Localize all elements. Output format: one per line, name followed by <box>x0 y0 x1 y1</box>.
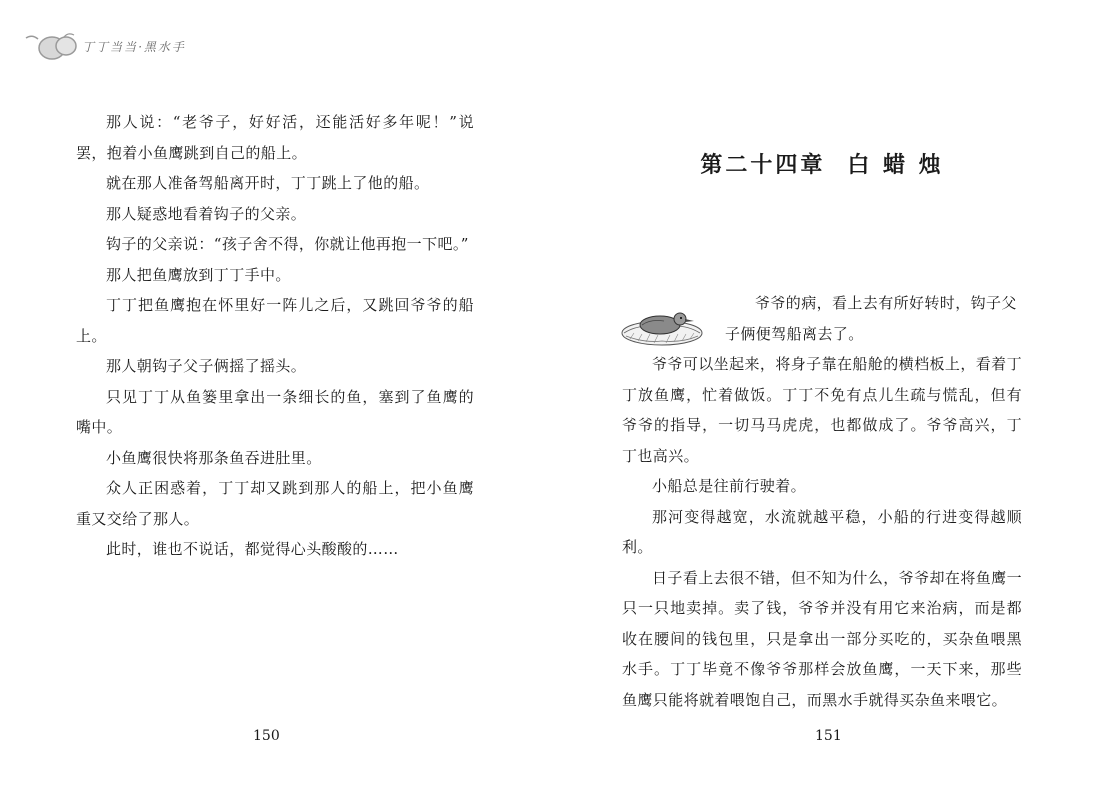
chapter-title <box>622 148 1022 179</box>
right-page-body <box>622 288 1022 715</box>
paragraph: 爷爷的病，看上去有所好转时，钩子父 <box>755 294 1017 312</box>
paragraph: 小船总是往前行驶着。 <box>652 477 807 495</box>
paragraph: 爷爷可以坐起来，将身子靠在船舱的横档板上，看着丁丁放鱼鹰，忙着做饭。丁丁不免有点儿生疏与慌乱，但有爷爷的指导，一切马马虎虎，也都做成了。爷爷高兴，丁丁也高兴。 <box>622 355 1022 465</box>
paragraph: 就在那人准备驾船离开时，丁丁跳上了他的船。 <box>106 174 430 192</box>
chapter-number: 第二十四章 <box>700 152 826 178</box>
paragraph: 那河变得越宽，水流就越平稳，小船的行进变得越顺利。 <box>622 507 1022 556</box>
paragraph: 丁丁把鱼鹰抱在怀里好一阵儿之后，又跳回爷爷的船上。 <box>76 296 474 345</box>
chapter-name: 白 蜡 烛 <box>847 152 944 178</box>
running-header <box>24 30 186 62</box>
series-title: 丁丁当当·黑水手 <box>82 39 186 54</box>
paragraph-continuation: 子俩便驾船离去了。 <box>725 324 864 343</box>
paragraph: 此时，谁也不说话，都觉得心头酸酸的…… <box>106 540 399 558</box>
paragraph: 那人说：“老爷子，好好活，还能活好多年呢！”说罢，抱着小鱼鹰跳到自己的船上。 <box>76 113 474 162</box>
paragraph: 钩子的父亲说：“孩子舍不得，你就让他再抱一下吧。” <box>106 235 469 253</box>
paragraph: 众人正困惑着，丁丁却又跳到那人的船上，把小鱼鹰重又交给了那人。 <box>76 479 474 528</box>
paragraph: 那人疑惑地看着钩子的父亲。 <box>106 204 307 223</box>
page-number-left: 150 <box>253 728 280 744</box>
paragraph: 只见丁丁从鱼篓里拿出一条细长的鱼，塞到了鱼鹰的嘴中。 <box>76 387 474 436</box>
left-page-body <box>76 107 474 565</box>
paragraph: 那人把鱼鹰放到丁丁手中。 <box>106 265 291 284</box>
text-beside-illustration <box>725 288 1022 349</box>
paragraph: 小鱼鹰很快将那条鱼吞进肚里。 <box>106 448 322 467</box>
paragraph: 日子看上去很不错，但不知为什么，爷爷却在将鱼鹰一只一只地卖掉。卖了钱，爷爷并没有用它来治病，而是都收在腰间的钱包里，只是拿出一部分买吃的，买杂鱼喂黑水手。丁丁毕竟不像爷爷那样会放鱼鹰，一天下来，那些鱼鹰只能将就着喂饱自己，而黑水手就得买杂鱼来喂它。 <box>622 568 1022 709</box>
page-number-right: 151 <box>815 728 842 744</box>
book-logo-icon <box>24 30 80 62</box>
paragraph: 那人朝钩子父子俩摇了摇头。 <box>106 357 307 375</box>
